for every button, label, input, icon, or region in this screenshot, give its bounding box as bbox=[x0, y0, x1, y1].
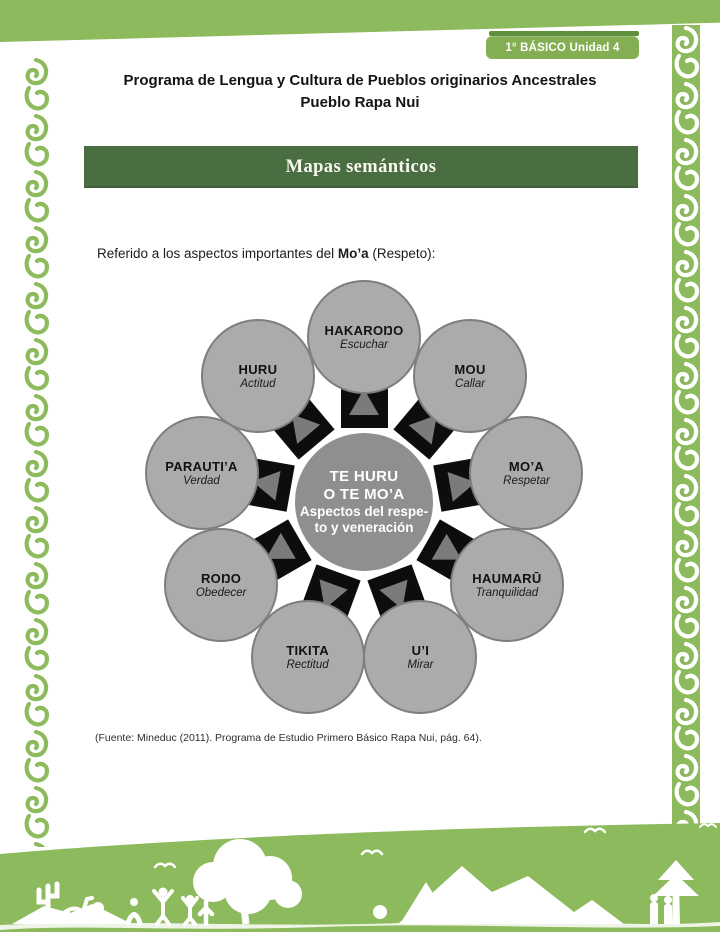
tree-canopy bbox=[274, 880, 302, 908]
person-silhouette bbox=[664, 904, 672, 925]
intro-term: Mo’a bbox=[337, 246, 369, 261]
semantic-map bbox=[124, 280, 604, 732]
person-silhouette bbox=[650, 902, 658, 925]
node-ui bbox=[363, 600, 477, 714]
node-mou bbox=[413, 319, 527, 433]
header-line2: Pueblo Rapa Nui bbox=[300, 94, 420, 111]
node-translation: Respetar bbox=[503, 475, 550, 488]
person-head bbox=[186, 895, 194, 903]
node-translation: Mirar bbox=[407, 659, 434, 672]
document-header bbox=[60, 70, 660, 114]
node-translation: Obedecer bbox=[195, 586, 247, 599]
person-head bbox=[650, 894, 658, 902]
node-name: MOU bbox=[454, 361, 486, 377]
page-title: Mapas semánticos bbox=[285, 156, 437, 177]
footer-landscape bbox=[0, 820, 720, 932]
center-circle bbox=[295, 433, 433, 571]
node-translation: Rectitud bbox=[286, 659, 329, 672]
node-name: ROŊO bbox=[200, 570, 242, 586]
node-translation: Escuchar bbox=[340, 339, 388, 351]
node-translation: Verdad bbox=[183, 475, 220, 488]
person-head bbox=[664, 896, 672, 904]
node-name: U’I bbox=[411, 643, 430, 659]
center-line3: Aspectos del respe- bbox=[299, 504, 429, 519]
node-name: TIKITA bbox=[286, 643, 329, 659]
node-name: PARAUTI’A bbox=[165, 459, 238, 475]
section-banner bbox=[84, 146, 638, 188]
person-head bbox=[202, 892, 211, 901]
center-line1: TE HURU bbox=[329, 468, 399, 485]
bush-silhouette bbox=[484, 908, 496, 920]
node-name: HAUMARŪ bbox=[472, 570, 542, 586]
node-parautia bbox=[145, 416, 259, 530]
person-head bbox=[130, 898, 138, 906]
unit-badge bbox=[486, 36, 639, 59]
intro-prefix: Referido a los aspectos importantes del bbox=[97, 246, 338, 261]
source-citation: (Fuente: Mineduc (2011). Programa de Estudio Primero Básico Rapa Nui, pág. 64). bbox=[95, 732, 482, 744]
node-hakaroo bbox=[307, 280, 421, 394]
node-roo bbox=[164, 528, 278, 642]
left-border-koru-pattern bbox=[22, 57, 50, 847]
center-line4: to y veneración bbox=[314, 520, 414, 535]
header-line1: Programa de Lengua y Cultura de Pueblos originarios Ancestrales bbox=[123, 72, 597, 89]
node-translation: Actitud bbox=[240, 377, 276, 390]
unit-badge-label: 1° BÁSICO Unidad 4 bbox=[505, 41, 620, 54]
node-translation: Callar bbox=[455, 377, 486, 390]
node-name: MO’A bbox=[508, 459, 545, 475]
intro-line bbox=[97, 246, 435, 261]
right-border-koru-pattern bbox=[672, 25, 700, 932]
bush-silhouette bbox=[373, 905, 387, 919]
node-huru bbox=[201, 319, 315, 433]
araucaria-trunk bbox=[672, 882, 680, 924]
center-line2: O TE MO’A bbox=[323, 486, 405, 503]
person-head bbox=[159, 888, 168, 897]
node-name: HURU bbox=[238, 361, 278, 377]
intro-suffix: (Respeto): bbox=[368, 246, 436, 261]
bush-silhouette bbox=[92, 902, 104, 914]
node-name: HAKAROŊO bbox=[324, 323, 404, 338]
node-moa bbox=[469, 416, 583, 530]
node-translation: Tranquilidad bbox=[475, 586, 539, 599]
